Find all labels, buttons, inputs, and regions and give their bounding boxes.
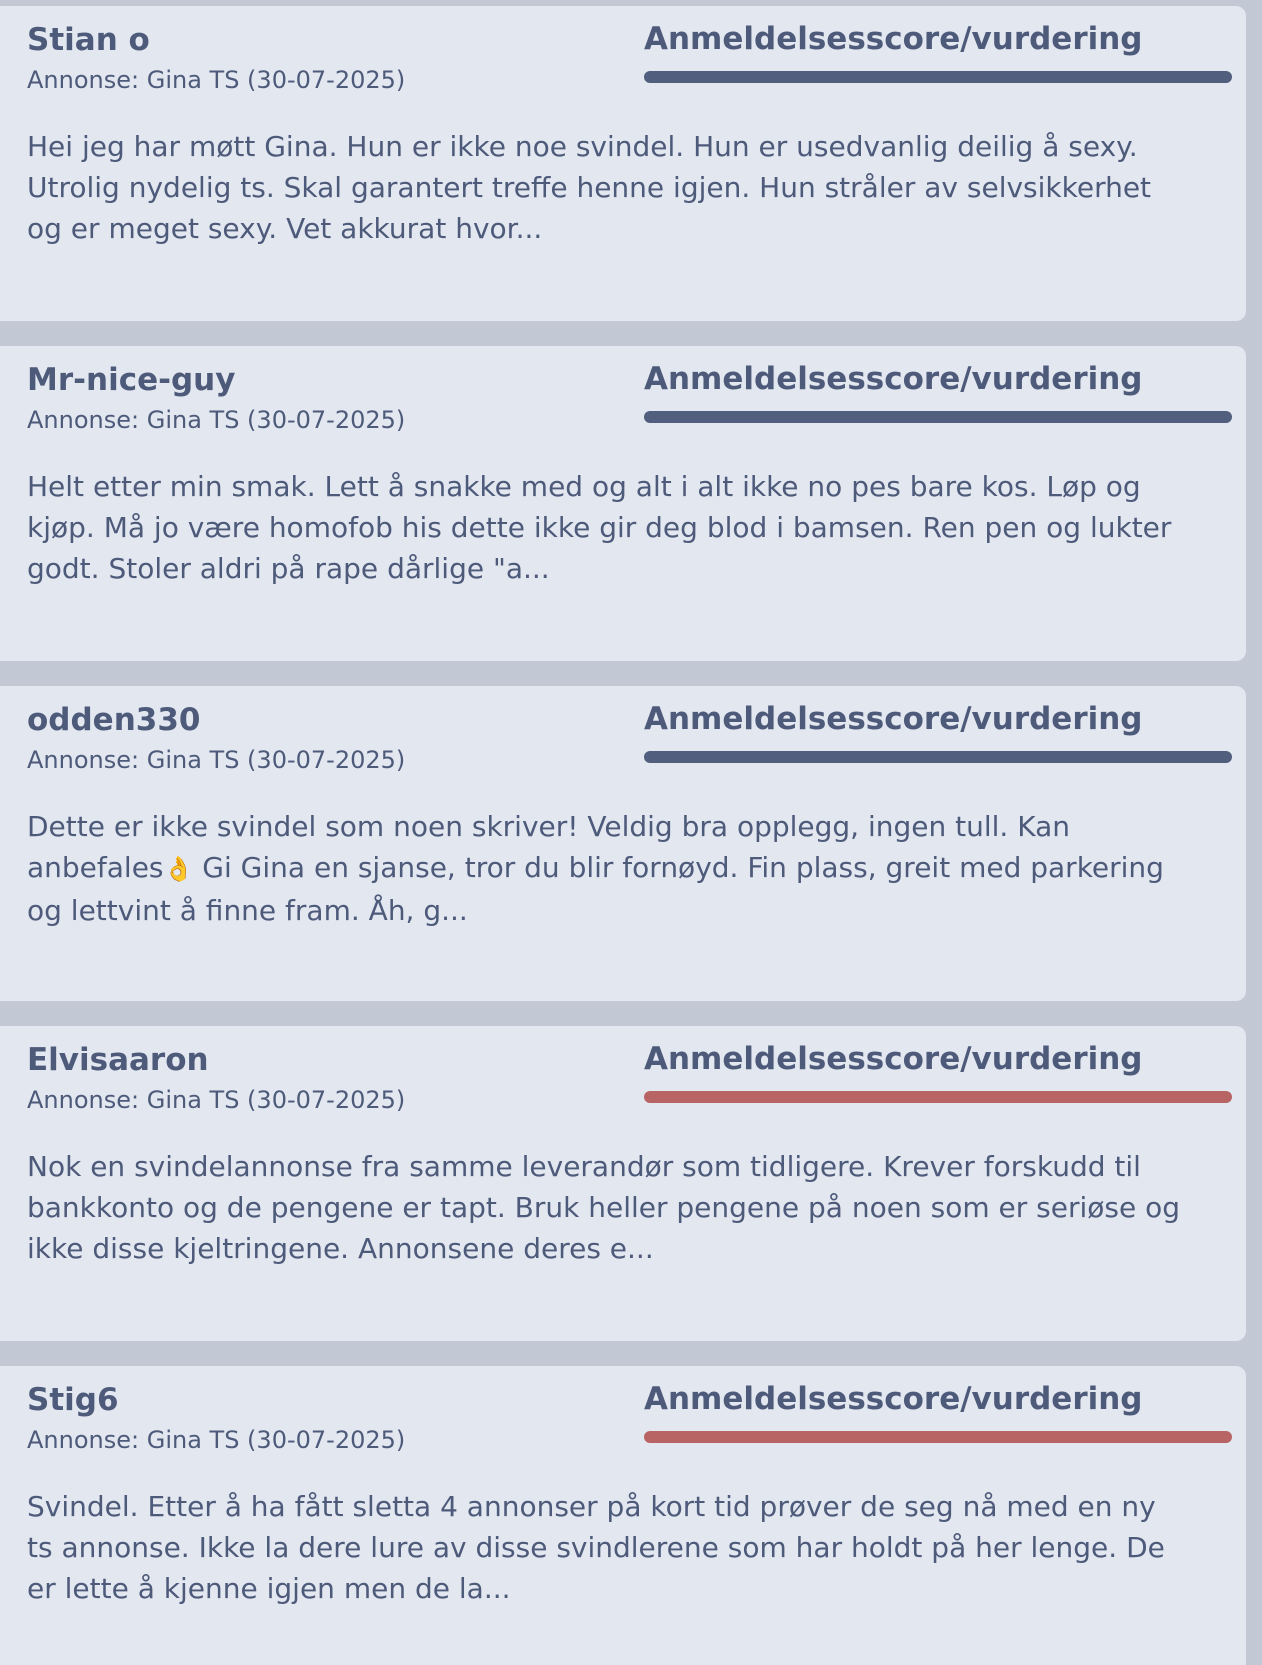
reviewer-name[interactable]: Elvisaaron [27,1042,209,1078]
review-text-line: og lettvint å finne fram. Åh, g... [27,894,468,927]
review-card[interactable] [0,1026,1246,1341]
review-text-line: ts annonse. Ikke la dere lure av disse svindlerene som har holdt på her lenge. De [27,1531,1165,1564]
review-text[interactable] [27,806,1227,931]
reviewer-name[interactable]: Stig6 [27,1382,119,1418]
review-text-line: og er meget sexy. Vet akkurat hvor... [27,212,543,245]
ad-meta: Annonse: Gina TS (30-07-2025) [27,66,406,94]
review-text-line: er lette å kjenne igjen men de la... [27,1572,511,1605]
review-text-segment: Gi Gina en sjanse, tror du blir fornøyd. Fin plass, greit med parkering [193,851,1164,884]
score-label: Anmeldelsesscore/vurdering [644,1381,1143,1417]
review-text-line: ikke disse kjeltringene. Annonsene deres e... [27,1232,654,1265]
review-text[interactable] [27,1486,1227,1609]
review-text-segment: anbefales [27,851,164,884]
reviewer-name[interactable]: odden330 [27,702,201,738]
reviewer-name[interactable]: Stian o [27,22,150,58]
review-text-line: godt. Stoler aldri på rape dårlige "a... [27,552,550,585]
review-text-line: Dette er ikke svindel som noen skriver! Veldig bra opplegg, ingen tull. Kan [27,810,1070,843]
review-text[interactable] [27,1146,1227,1269]
score-label: Anmeldelsesscore/vurdering [644,361,1143,397]
review-text[interactable] [27,126,1227,249]
score-bar [644,411,1232,423]
review-text-line: Nok en svindelannonse fra samme leverandør som tidligere. Krever forskudd til [27,1150,1141,1183]
review-card[interactable] [0,6,1246,321]
score-label: Anmeldelsesscore/vurdering [644,701,1143,737]
review-card[interactable] [0,1366,1246,1665]
score-label: Anmeldelsesscore/vurdering [644,1041,1143,1077]
ad-meta: Annonse: Gina TS (30-07-2025) [27,746,406,774]
ad-meta: Annonse: Gina TS (30-07-2025) [27,406,406,434]
review-text-line: Utrolig nydelig ts. Skal garantert treffe henne igjen. Hun stråler av selvsikkerhet [27,171,1152,204]
ad-meta: Annonse: Gina TS (30-07-2025) [27,1426,406,1454]
ad-meta: Annonse: Gina TS (30-07-2025) [27,1086,406,1114]
score-bar [644,1091,1232,1103]
review-text-line: Hei jeg har møtt Gina. Hun er ikke noe svindel. Hun er usedvanlig deilig å sexy. [27,130,1138,163]
review-text-line: Helt etter min smak. Lett å snakke med og alt i alt ikke no pes bare kos. Løp og [27,470,1141,503]
score-bar [644,71,1232,83]
ok-hand-icon: 👌 [163,855,194,883]
score-bar [644,1431,1232,1443]
review-text[interactable] [27,466,1227,589]
review-text-line: bankkonto og de pengene er tapt. Bruk heller pengene på noen som er seriøse og [27,1191,1180,1224]
review-text-line: kjøp. Må jo være homofob his dette ikke gir deg blod i bamsen. Ren pen og lukter [27,511,1172,544]
review-text-line [27,847,1227,890]
review-text-line: Svindel. Etter å ha fått sletta 4 annonser på kort tid prøver de seg nå med en ny [27,1490,1156,1523]
score-label: Anmeldelsesscore/vurdering [644,21,1143,57]
reviewer-name[interactable]: Mr-nice-guy [27,362,236,398]
score-bar [644,751,1232,763]
review-card[interactable] [0,686,1246,1001]
review-card[interactable] [0,346,1246,661]
